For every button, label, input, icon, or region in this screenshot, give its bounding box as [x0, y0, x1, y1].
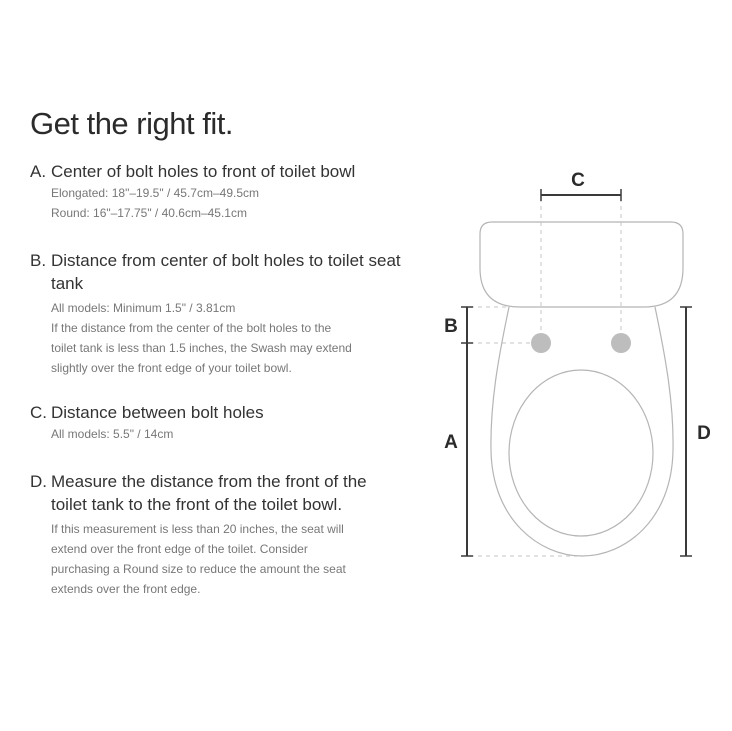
detail-line: slightly over the front edge of your toilet bowl.: [51, 361, 292, 375]
bolt-hole-left: [531, 333, 551, 353]
detail-line: extend over the front edge of the toilet. Consider: [51, 542, 308, 556]
detail-line: All models: 5.5" / 14cm: [51, 427, 174, 441]
section-a-heading: [30, 160, 430, 183]
detail-line: toilet tank is less than 1.5 inches, the Swash may extend: [51, 341, 352, 355]
section-d-letter: D.: [30, 472, 47, 491]
section-d-title: Measure the distance from the front of the toilet tank to the front of the toilet bowl.: [51, 472, 367, 514]
label-c: C: [571, 170, 585, 191]
dimension-d: [680, 307, 692, 556]
section-c-details: [30, 424, 430, 444]
detail-line: If the distance from the center of the bolt holes to the: [51, 321, 332, 335]
section-d-details: [30, 519, 421, 599]
section-b-title: Distance from center of bolt holes to toilet seat tank: [51, 251, 401, 293]
section-c-heading: [30, 401, 430, 424]
section-d-heading: [30, 470, 375, 516]
section-b-details: [30, 298, 420, 378]
detail-line: purchasing a Round size to reduce the amount the seat: [51, 562, 346, 576]
section-a-letter: A.: [30, 162, 47, 181]
detail-line: Elongated: 18"–19.5" / 45.7cm–49.5cm: [51, 186, 259, 200]
section-a-details: [30, 183, 430, 223]
bolt-hole-right: [611, 333, 631, 353]
detail-line: All models: Minimum 1.5" / 3.81cm: [51, 301, 236, 315]
section-c: [30, 401, 430, 444]
section-d: [30, 470, 375, 599]
toilet-tank: [480, 222, 683, 307]
label-a: A: [444, 432, 458, 453]
detail-line: If this measurement is less than 20 inches, the seat will: [51, 522, 344, 536]
section-a: [30, 160, 430, 223]
section-b-letter: B.: [30, 251, 47, 270]
dimension-b: [461, 307, 473, 343]
page-title: Get the right fit.: [30, 106, 233, 141]
toilet-bowl-opening: [509, 370, 653, 536]
section-b: [30, 249, 420, 378]
label-d: D: [697, 423, 711, 444]
label-b: B: [444, 316, 458, 337]
section-a-title: Center of bolt holes to front of toilet bowl: [51, 162, 356, 181]
section-b-heading: [30, 249, 420, 295]
toilet-bowl-outline: [491, 307, 673, 556]
section-c-letter: C.: [30, 403, 47, 422]
guide-lines: [470, 198, 621, 556]
detail-line: Round: 16"–17.75" / 40.6cm–45.1cm: [51, 206, 247, 220]
detail-line: extends over the front edge.: [51, 582, 201, 596]
section-c-title: Distance between bolt holes: [51, 403, 264, 422]
dimension-a: [461, 343, 473, 556]
